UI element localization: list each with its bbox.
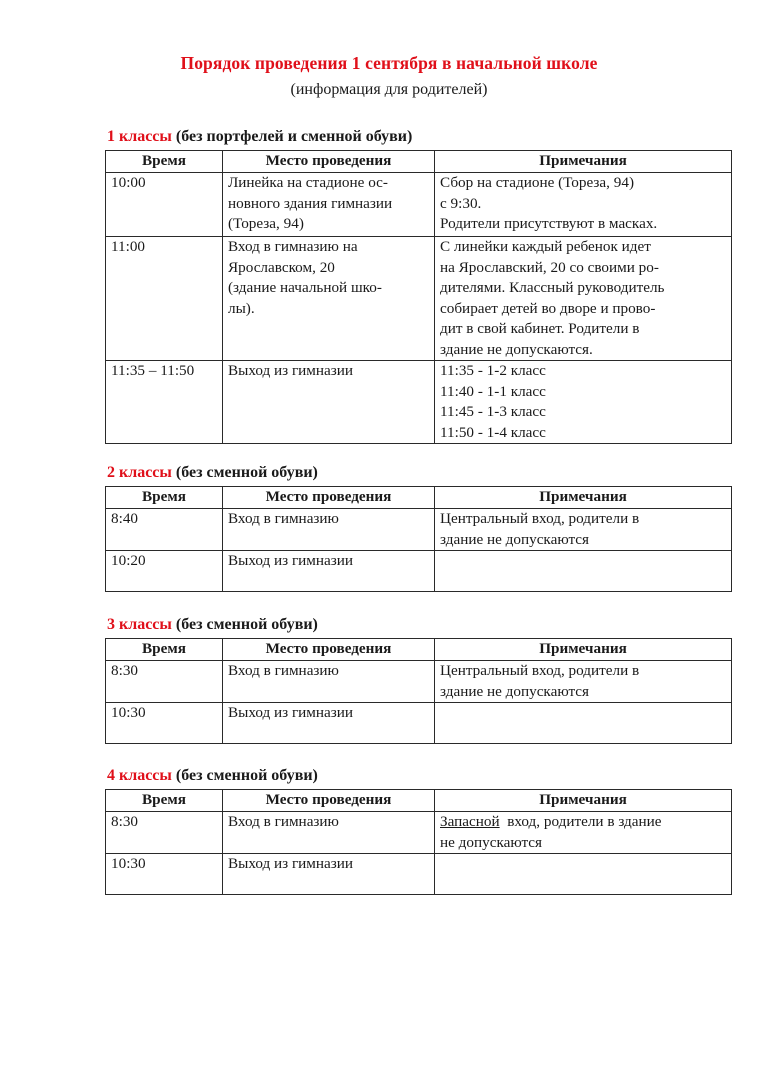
- notes-line: с 9:30.: [440, 194, 482, 212]
- notes-line: здание не допускаются.: [440, 340, 593, 358]
- table-row: [106, 551, 732, 592]
- table-row: [106, 237, 732, 361]
- cell-notes: [435, 661, 732, 703]
- grade-label: 1 классы: [107, 128, 172, 145]
- notes-line: Центральный вход, родители в: [440, 662, 640, 679]
- place-line: новного здания гимназии: [228, 194, 393, 212]
- place-line: Выход из гимназии: [228, 855, 354, 872]
- table-header-row: [106, 790, 732, 812]
- place-line: (здание начальной шко-: [228, 279, 382, 296]
- header-place: Место проведения: [223, 151, 435, 173]
- notes-line: Центральный вход, родители в: [440, 510, 640, 527]
- notes-line: Родители присутствуют в масках.: [440, 215, 658, 232]
- underlined-word: Запасной: [440, 813, 500, 830]
- cell-time: 10:00: [106, 173, 223, 237]
- cell-notes: [435, 812, 732, 854]
- cell-place: [223, 661, 435, 703]
- header-time: Время: [106, 790, 223, 812]
- place-line: Вход в гимназию на: [228, 238, 358, 255]
- grade-label: 3 классы: [107, 616, 172, 633]
- table-row: [106, 661, 732, 703]
- notes-line: Сбор на стадионе (Тореза, 94): [440, 174, 634, 191]
- schedule-table-grade-2: [105, 486, 732, 592]
- cell-place: [223, 237, 435, 361]
- cell-time: 8:30: [106, 812, 223, 854]
- grade-condition: (без сменной обуви): [175, 767, 318, 784]
- place-line: Вход в гимназию: [228, 813, 339, 830]
- table-row: [106, 173, 732, 237]
- cell-time: 10:20: [106, 551, 223, 592]
- cell-place: [223, 551, 435, 592]
- cell-notes: [435, 361, 732, 444]
- table-row: [106, 854, 732, 895]
- header-notes: Примечания: [435, 639, 732, 661]
- header-notes: Примечания: [435, 151, 732, 173]
- cell-notes: [435, 703, 732, 744]
- notes-line: дителями. Классный руководитель: [440, 279, 665, 296]
- section-heading-grade-4: [107, 767, 318, 785]
- document-title: Порядок проведения 1 сентября в начальной школе: [180, 53, 598, 73]
- header-place: Место проведения: [223, 790, 435, 812]
- section-heading-grade-1: [107, 128, 412, 146]
- cell-place: [223, 361, 435, 444]
- notes-line: 11:45 - 1-3 класс: [440, 403, 546, 420]
- notes-line: 11:40 - 1-1 класс: [440, 382, 546, 400]
- notes-line: на Ярославский, 20 со своими ро-: [440, 258, 659, 276]
- cell-time: 8:40: [106, 509, 223, 551]
- header-time: Время: [106, 639, 223, 661]
- notes-line: дит в свой кабинет. Родители в: [440, 320, 640, 337]
- header-place: Место проведения: [223, 639, 435, 661]
- notes-rest: вход, родители в здание: [499, 813, 662, 830]
- cell-place: [223, 703, 435, 744]
- cell-time: 10:30: [106, 854, 223, 895]
- table-row: [106, 361, 732, 444]
- cell-place: [223, 812, 435, 854]
- cell-time: 8:30: [106, 661, 223, 703]
- place-line: Линейка на стадионе ос-: [228, 174, 388, 191]
- grade-condition: (без портфелей и сменной обуви): [175, 128, 413, 145]
- grade-condition: (без сменной обуви): [175, 464, 318, 481]
- table-header-row: [106, 151, 732, 173]
- notes-line: С линейки каждый ребенок идет: [440, 238, 651, 255]
- table-row: [106, 812, 732, 854]
- notes-line: [440, 812, 726, 833]
- header-time: Время: [106, 487, 223, 509]
- table-row: [106, 509, 732, 551]
- cell-notes: [435, 854, 732, 895]
- schedule-table-grade-4: [105, 789, 732, 895]
- cell-notes: [435, 173, 732, 237]
- schedule-table-grade-3: [105, 638, 732, 744]
- place-line: Выход из гимназии: [228, 362, 354, 379]
- cell-place: [223, 173, 435, 237]
- document-subtitle: (информация для родителей): [290, 81, 488, 98]
- cell-time: 11:35 – 11:50: [106, 361, 223, 444]
- place-line: (Тореза, 94): [228, 215, 304, 232]
- notes-line: здание не допускаются: [440, 682, 590, 700]
- notes-line: собирает детей во дворе и прово-: [440, 299, 656, 317]
- header-place: Место проведения: [223, 487, 435, 509]
- cell-notes: [435, 509, 732, 551]
- table-header-row: [106, 639, 732, 661]
- cell-time: 11:00: [106, 237, 223, 361]
- notes-line: 11:50 - 1-4 класс: [440, 423, 546, 441]
- schedule-table-grade-1: [105, 150, 732, 444]
- header-notes: Примечания: [435, 790, 732, 812]
- place-line: Вход в гимназию: [228, 510, 339, 527]
- table-header-row: [106, 487, 732, 509]
- place-line: Ярославском, 20: [228, 258, 335, 276]
- cell-time: 10:30: [106, 703, 223, 744]
- notes-line: 11:35 - 1-2 класс: [440, 362, 546, 379]
- header-time: Время: [106, 151, 223, 173]
- cell-notes: [435, 551, 732, 592]
- grade-label: 2 классы: [107, 464, 172, 481]
- place-line: Выход из гимназии: [228, 704, 354, 721]
- section-heading-grade-3: [107, 616, 318, 634]
- cell-place: [223, 509, 435, 551]
- place-line: Вход в гимназию: [228, 662, 339, 679]
- cell-notes: [435, 237, 732, 361]
- notes-line: здание не допускаются: [440, 530, 590, 548]
- cell-place: [223, 854, 435, 895]
- grade-condition: (без сменной обуви): [175, 616, 318, 633]
- place-line: лы).: [228, 299, 255, 317]
- notes-line: не допускаются: [440, 833, 543, 851]
- header-notes: Примечания: [435, 487, 732, 509]
- section-heading-grade-2: [107, 464, 318, 482]
- table-row: [106, 703, 732, 744]
- grade-label: 4 классы: [107, 767, 172, 784]
- place-line: Выход из гимназии: [228, 552, 354, 569]
